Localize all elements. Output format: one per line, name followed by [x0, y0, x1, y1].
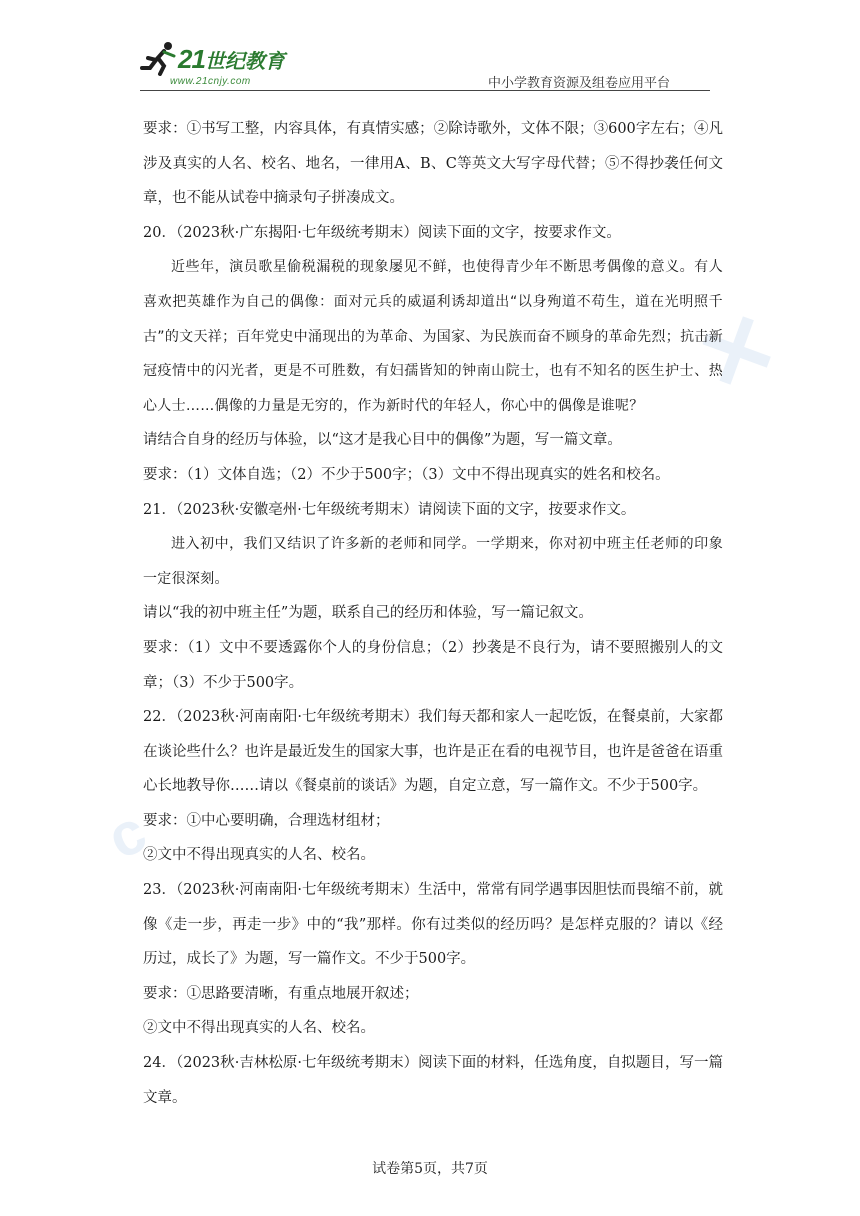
watermark: c [97, 797, 156, 872]
logo-brand: 21世纪教育 [178, 44, 285, 74]
requirements: 要求：①思路要清晰，有重点地展开叙述； [143, 985, 419, 1002]
paragraph: 要求：①书写工整，内容具体，有真情实感；②除诗歌外，文体不限；③600字左右；④凡涉及真实的人名、校名、地名，一律用A、B、C等英文大写字母代替；⑤不得抄袭任何文章，也不能从试卷中摘录句子拼凑成文。 [143, 121, 723, 207]
question-21: 21．（2023秋·安徽亳州·七年级统考期末）请阅读下面的文字，按要求作文。 [143, 501, 636, 518]
reading-passage: 近些年，演员歌星偷税漏税的现象屡见不鲜，也使得青少年不断思考偶像的意义。有人喜欢把英雄作为自己的偶像：面对元兵的威逼利诱却道出“以身殉道不苟生，道在光明照千古”的文天祥；百年党史中涌现出的为革命、为国家、为民族而奋不顾身的革命先烈；抗击新冠疫情中的闪光者，更是不可胜数，有妇孺皆知的钟南山院士，也有不知名的医生护士、热心人士……偶像的力量是无穷的，作为新时代的年轻人，你心中的偶像是谁呢？ [143, 259, 723, 414]
question-24: 24．（2023秋·吉林松原·七年级统考期末）阅读下面的材料，任选角度，自拟题目，写一篇文章。 [143, 1055, 723, 1106]
watermark: ✕ [682, 291, 794, 415]
requirements: 要求：（1）文体自选；（2）不少于500字；（3）文中不得出现真实的姓名和校名。 [143, 466, 670, 483]
requirement-item: ②文中不得出现真实的人名、校名。 [143, 847, 375, 864]
page-header [0, 0, 860, 96]
question-23: 23．（2023秋·河南南阳·七年级统考期末）生活中，常常有同学遇事因胆怯而畏缩不前，就像《走一步，再走一步》中的“我”那样。你有过类似的经历吗？是怎样克服的？请以《经历过，成长了》为题，写一篇作文。不少于500字。 [143, 882, 723, 968]
platform-title: 中小学教育资源及组卷应用平台 [487, 76, 670, 91]
document-body [143, 112, 723, 1115]
runner-logo-icon [140, 40, 180, 76]
header-divider [140, 90, 710, 91]
requirement-item: ②文中不得出现真实的人名、校名。 [143, 1020, 375, 1037]
paragraph: 请以“我的初中班主任”为题，联系自己的经历和体验，写一篇记叙文。 [143, 605, 593, 622]
page-footer: 试卷第5页，共7页 [372, 1161, 488, 1177]
logo [140, 40, 310, 92]
question-22: 22．（2023秋·河南南阳·七年级统考期末）我们每天都和家人一起吃饭，在餐桌前，大家都在谈论些什么？也许是最近发生的国家大事，也许是正在看的电视节目，也许是爸爸在语重心长地教导你……请以《餐桌前的谈话》为题，自定立意，写一篇作文。不少于500字。 [143, 709, 723, 795]
logo-url: www.21cnjy.com [170, 76, 251, 87]
requirements: 要求：①中心要明确，合理选材组材； [143, 812, 390, 829]
reading-passage: 进入初中，我们又结识了许多新的老师和同学。一学期来，你对初中班主任老师的印象一定很深刻。 [143, 536, 723, 587]
paragraph: 请结合自身的经历与体验，以“这才是我心目中的偶像”为题，写一篇文章。 [143, 432, 622, 449]
requirements: 要求：（1）文中不要透露你个人的身份信息；（2）抄袭是不良行为，请不要照搬别人的文章；（3）不少于500字。 [143, 639, 723, 691]
question-20: 20．（2023秋·广东揭阳·七年级统考期末）阅读下面的文字，按要求作文。 [143, 224, 621, 241]
